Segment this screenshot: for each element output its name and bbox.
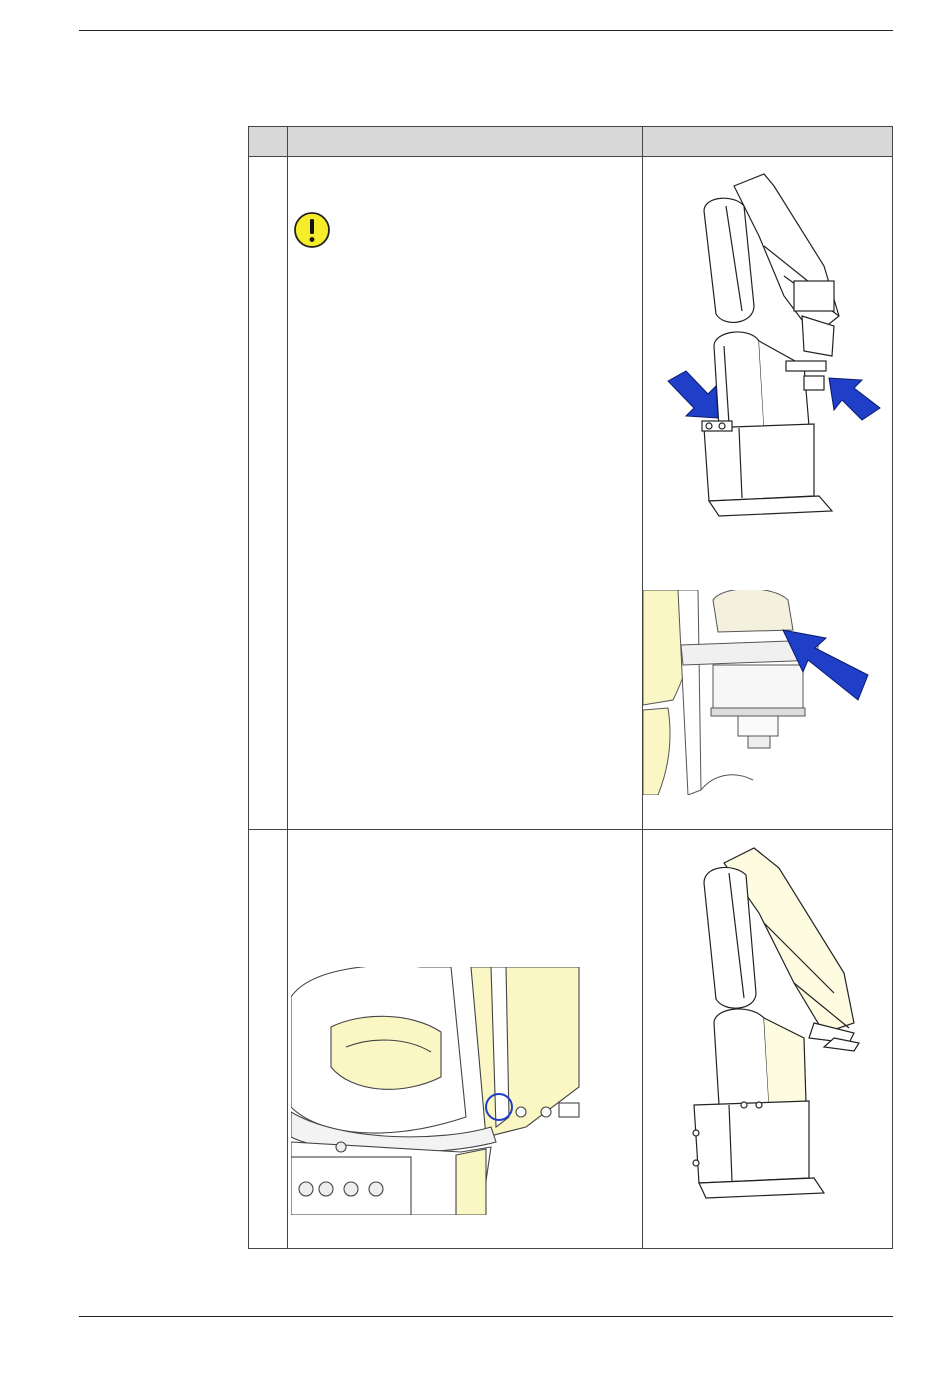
header-rule [79,30,893,31]
footer-rule [79,1316,893,1317]
robot-base-detail-figure [291,967,591,1215]
table-header-row [249,127,892,157]
robot-arm-brackets-figure [664,166,884,526]
caution-exclamation-icon [293,211,331,249]
robot-arm-mounted-figure [684,843,864,1203]
column-divider-number [287,127,288,1248]
row-divider [249,829,892,830]
bracket-closeup-figure [643,590,883,795]
